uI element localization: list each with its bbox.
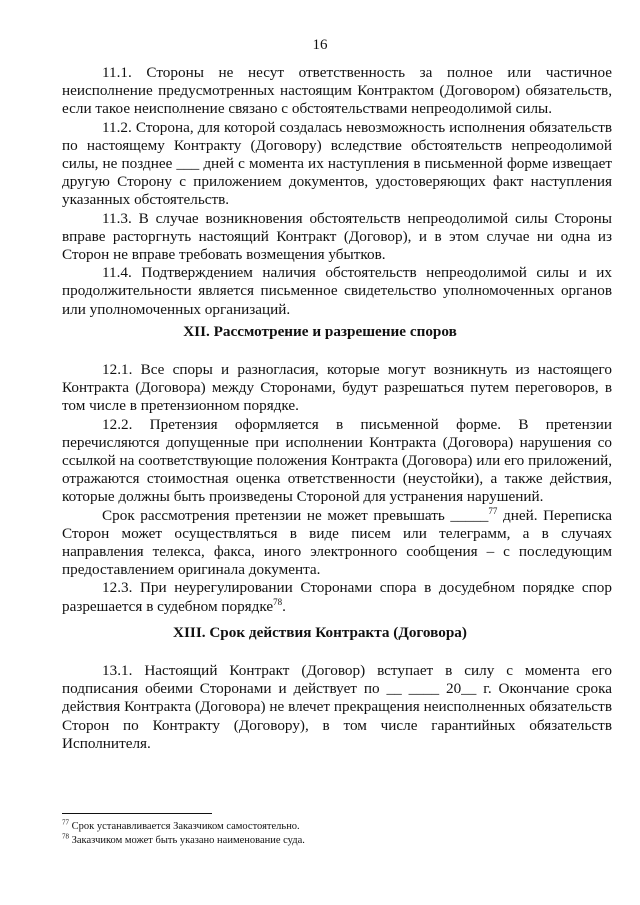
court-text-end: . <box>282 597 286 615</box>
term-section <box>62 662 612 753</box>
footnote-77 <box>62 820 612 834</box>
review-term-text: Срок рассмотрения претензии не может превышать _____ <box>102 506 489 524</box>
page-number: 16 <box>312 37 328 53</box>
review-term-text-cont: дней. Переписка Сторон может осуществляться в виде писем или телеграмм, а в случаях направления телекса, факса, иного электронного сообщения – с последующим предоставлением оригинала документа. <box>62 506 612 579</box>
disputes-section <box>62 361 612 616</box>
paragraph-11-4: 11.4. Подтверждением наличия обстоятельств непреодолимой силы и их продолжительности является письменное свидетельство уполномоченных органов или уполномоченных организаций. <box>62 264 612 318</box>
footnote-78-text: Заказчиком может быть указано наименование суда. <box>69 835 305 846</box>
paragraph-11-1: 11.1. Стороны не несут ответственность за полное или частичное неисполнение предусмотренных настоящим Контрактом (Договором) обязательств, если такое неисполнение связано с обстоятельствами непреодолимой силы. <box>62 64 612 118</box>
footnote-ref-78: 78 <box>273 596 283 607</box>
footnotes <box>62 820 612 848</box>
paragraph-12-2: 12.2. Претензия оформляется в письменной форме. В претензии перечисляются допущенные при исполнении Контракта (Договора) нарушения со ссылкой на соответствующие положения Контракта (Договора) или его приложений, отражаются стоимостная оценка ответственности (неустойки), а также действия, которые должны быть произведены Стороной для устранения нарушений. <box>62 415 612 506</box>
paragraph-13-1: 13.1. Настоящий Контракт (Договор) вступает в силу с момента его подписания обеими Сторонами и действует по __ ____ 20__ г. Окончание срока действия Контракта (Договора) не влечет прекращения неисполненных обязательств Сторон по Контракту (Договору), в том числе гарантийных обязательств Исполнителя. <box>62 662 612 752</box>
footnote-ref-77: 77 <box>488 505 498 516</box>
force-majeure-section <box>62 64 612 319</box>
footnote-77-marker: 77 <box>62 818 69 827</box>
footnote-divider <box>62 813 212 814</box>
paragraph-review-term <box>62 507 612 580</box>
paragraph-11-3: 11.3. В случае возникновения обстоятельств непреодолимой силы Стороны вправе расторгнуть настоящий Контракт (Договор), и в этом случае ни одна из Сторон не вправе требовать возмещения убытков. <box>62 209 612 264</box>
section-13-heading: XIII. Срок действия Контракта (Договора) <box>173 624 467 641</box>
footnote-77-text: Срок устанавливается Заказчиком самостоятельно. <box>69 821 300 832</box>
paragraph-11-2: 11.2. Сторона, для которой создалась невозможность исполнения обязательств по настоящему Контракту (Договору) вследствие обстоятельств непреодолимой силы, не позднее ___ дней с момента их наступления в письменной форме извещает другую Сторону с приложением документов, удостоверяющих факт наступления указанных обстоятельств. <box>62 118 612 209</box>
footnote-78-marker: 78 <box>62 832 69 841</box>
paragraph-12-1: 12.1. Все споры и разногласия, которые могут возникнуть из настоящего Контракта (Договора) между Сторонами, будут разрешаться путем переговоров, в том числе в претензионном порядке. <box>62 361 612 415</box>
court-text: 12.3. При неурегулировании Сторонами спора в досудебном порядке спор разрешается в судебном порядке <box>62 579 612 615</box>
footnote-78 <box>62 834 612 848</box>
section-12-heading: XII. Рассмотрение и разрешение споров <box>183 323 457 340</box>
paragraph-12-3 <box>62 579 612 615</box>
